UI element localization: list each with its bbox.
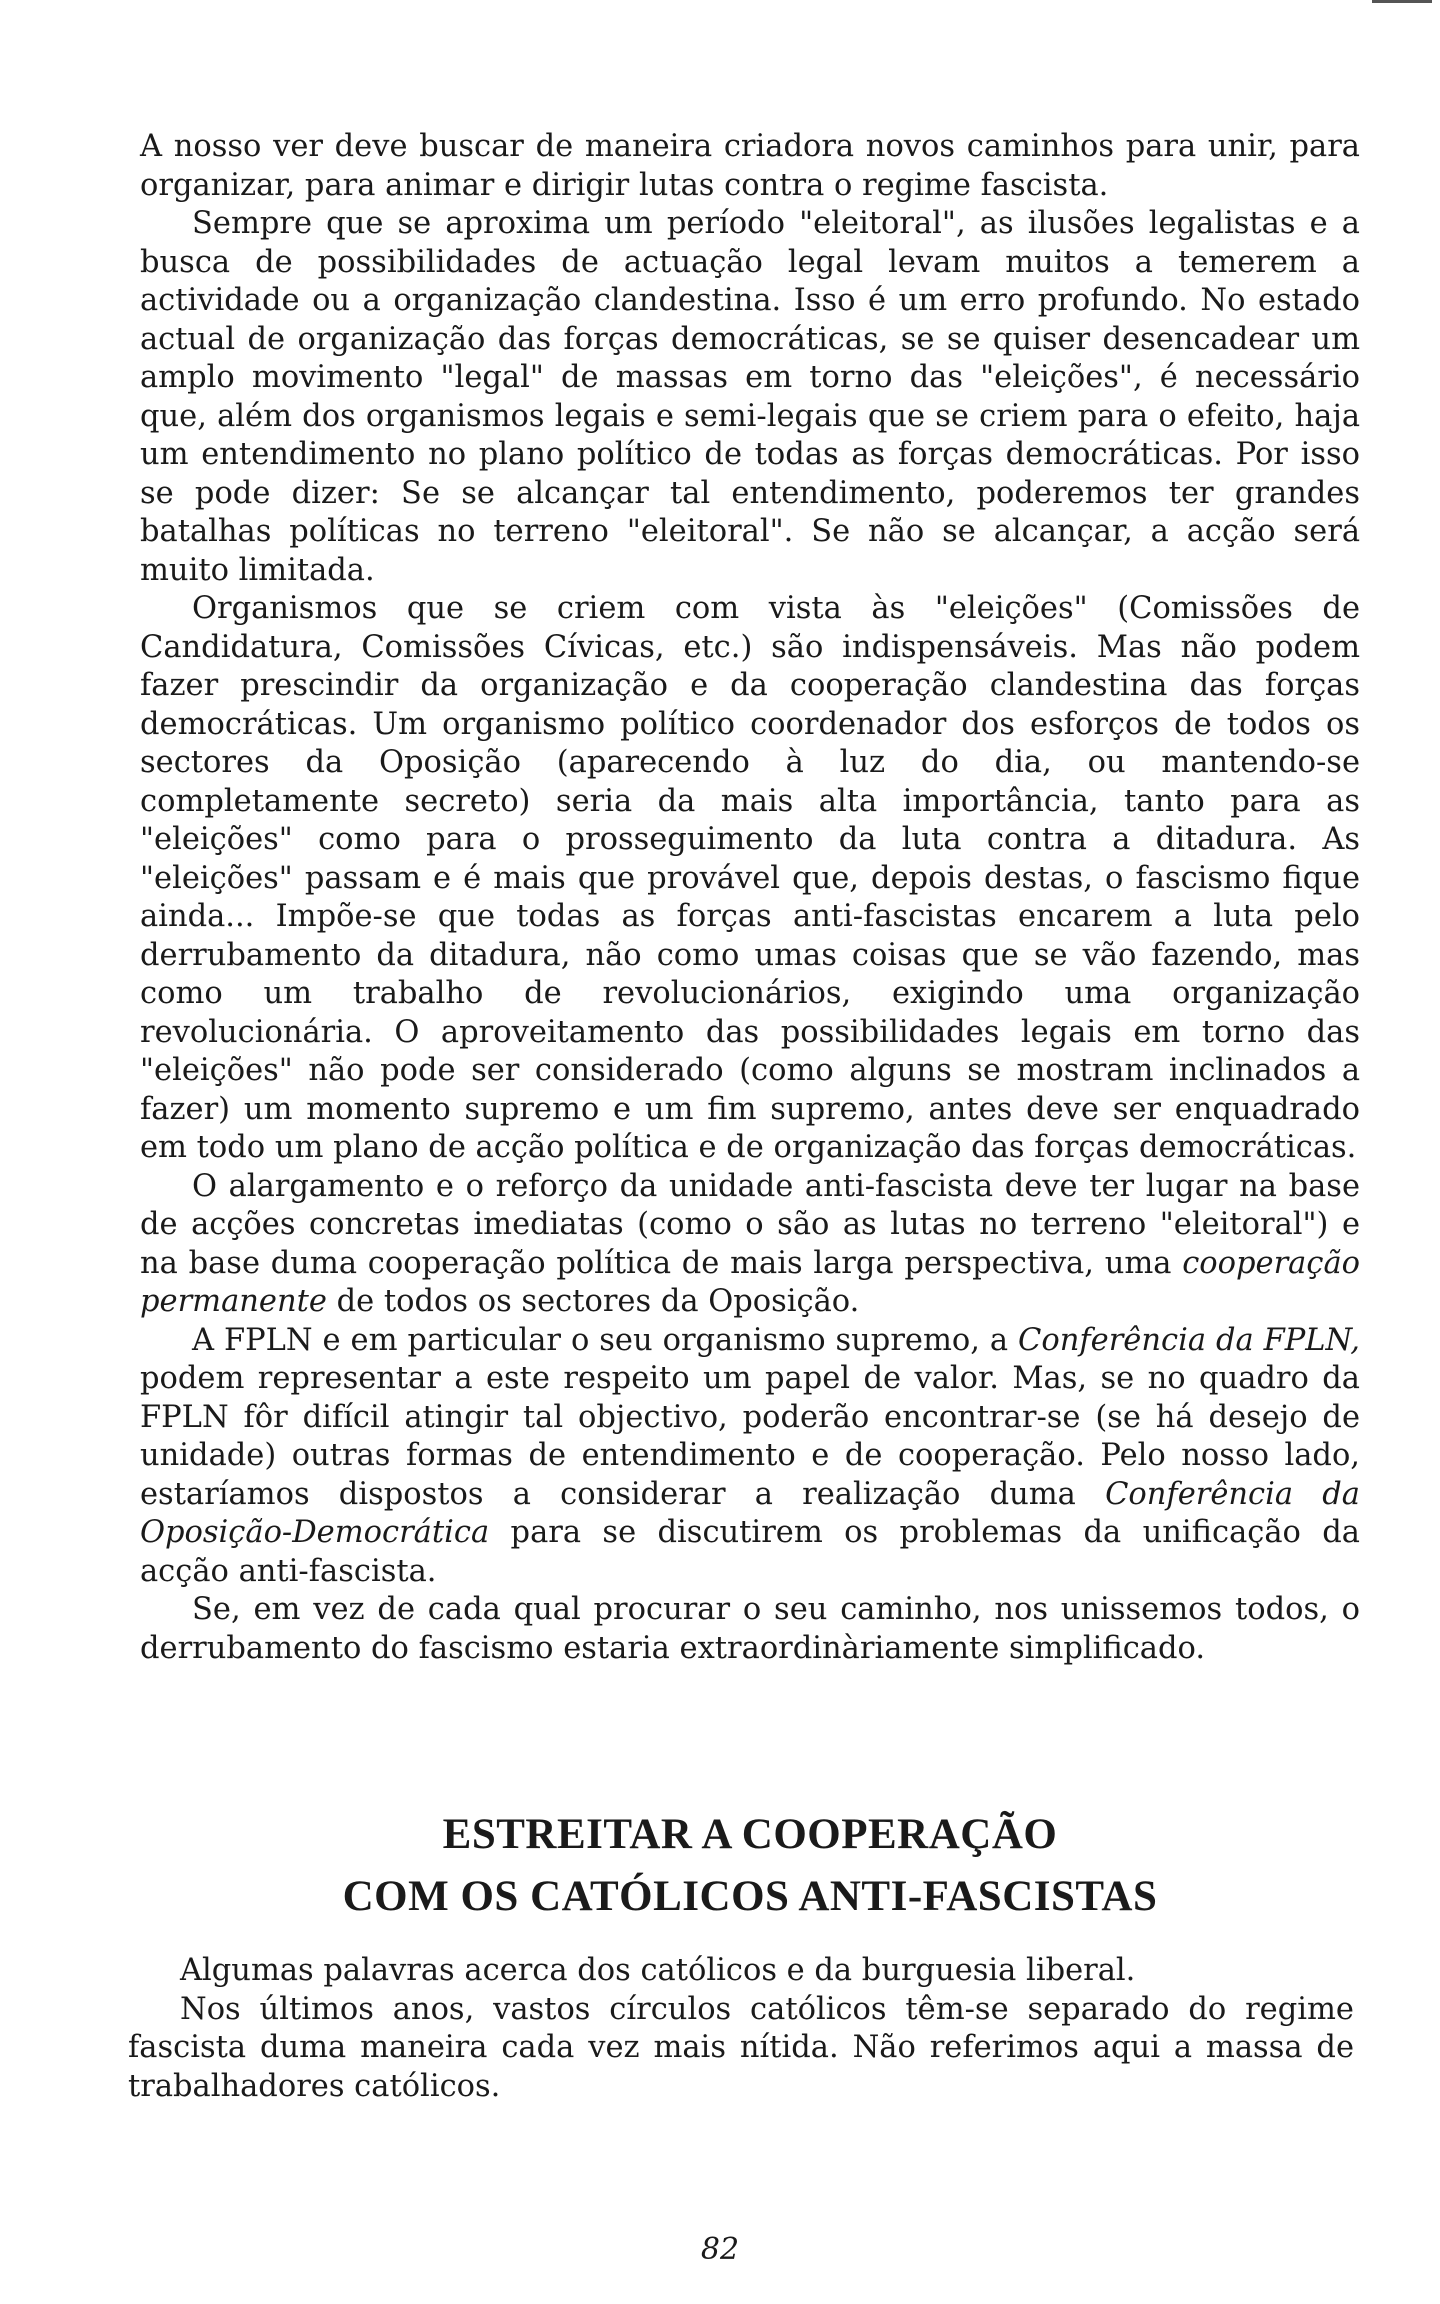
- paragraph-1: A nosso ver deve buscar de maneira criadora novos caminhos para unir, para organizar, para animar e dirigir lutas contra o regime fascista.: [140, 129, 1360, 203]
- paragraph-4: [140, 1168, 1360, 1322]
- section-heading: [140, 1804, 1360, 1928]
- section-2-paragraph-2: Nos últimos anos, vastos círculos católicos têm-se separado do regime fascista duma maneira cada vez mais nítida. Não referimos aqui a massa de trabalhadores católicos.: [128, 1991, 1354, 2104]
- paragraph-2: Sempre que se aproxima um período "eleitoral", as ilusões legalistas e a busca de possibilidades de actuação legal levam muitos a temerem a actividade ou a organização clandestina. Isso é um erro profundo. No estado actual de organização das forças democráticas, se se quiser desencadear um amplo movimento "legal" de massas em torno das "eleições", é necessário que, além dos organismos legais e semi-legais que se criem para o efeito, haja um entendimento no plano político de todas as forças democráticas. Por isso se pode dizer: Se se alcançar tal entendimento, poderemos ter grandes batalhas políticas no terreno "eleitoral". Se não se alcançar, a acção será muito limitada.: [140, 206, 1360, 588]
- paragraph-5: [140, 1322, 1360, 1592]
- section-2-paragraph-1: Algumas palavras acerca dos católicos e da burguesia liberal.: [180, 1953, 1136, 1988]
- paragraph-5-text-a: A FPLN e em particular o seu organismo supremo, a: [192, 1322, 1019, 1358]
- section-2-text-block: [128, 1952, 1354, 2106]
- main-text-block: [140, 128, 1360, 1668]
- paragraph-3: Organismos que se criem com vista às "eleições" (Comissões de Candidatura, Comissões Cívicas, etc.) são indispensáveis. Mas não podem fazer prescindir da organização e da cooperação clandestina das forças democráticas. Um organismo político coordenador dos esforços de todos os sectores da Oposição (aparecendo à luz do dia, ou mantendo-se completamente secreto) seria da mais alta importância, tanto para as "eleições" como para o prosseguimento da luta contra a ditadura. As "eleições" passam e é mais que provável que, depois destas, o fascismo fique ainda... Impõe-se que todas as forças anti-fascistas encarem a luta pelo derrubamento da ditadura, não como umas coisas que se vão fazendo, mas como um trabalho de revolucionários, exigindo uma organização revolucionária. O aproveitamento das possibilidades legais em torno das "eleições" não pode ser considerado (como alguns se mostram inclinados a fazer) um momento supremo e um fim supremo, antes deve ser enquadrado em todo um plano de acção política e de organização das forças democráticas.: [140, 591, 1360, 1165]
- scan-edge-mark: [1372, 0, 1432, 3]
- paragraph-4-italic: cooperação permanente: [140, 1245, 1360, 1319]
- paragraph-5-italic-1: Conferência da FPLN,: [1018, 1322, 1360, 1358]
- paragraph-5-italic-2: Conferência da Oposição-Democrática: [140, 1476, 1360, 1550]
- paragraph-5-text-c: para se discutirem os problemas da unificação da acção anti-fascista.: [140, 1515, 1360, 1589]
- section-heading-line-1: ESTREITAR A COOPERAÇÃO: [442, 1811, 1058, 1858]
- paragraph-5-text-b: podem representar a este respeito um papel de valor. Mas, se no quadro da FPLN fôr difícil atingir tal objectivo, poderão encontrar-se (se há desejo de unidade) outras formas de entendimento e de cooperação. Pelo nosso lado, estaríamos dispostos a considerar a realização duma: [140, 1361, 1360, 1512]
- paragraph-4-text-a: O alargamento e o reforço da unidade anti-fascista deve ter lugar na base de acções concretas imediatas (como o são as lutas no terreno "eleitoral") e na base duma cooperação política de mais larga perspectiva, uma: [140, 1168, 1360, 1281]
- section-heading-line-2: COM OS CATÓLICOS ANTI-FASCISTAS: [342, 1873, 1158, 1920]
- paragraph-6: Se, em vez de cada qual procurar o seu caminho, nos unissemos todos, o derrubamento do fascismo estaria extraordinàriamente simplificado.: [140, 1592, 1360, 1666]
- paragraph-4-text-b: de todos os sectores da Oposição.: [326, 1284, 860, 1319]
- page-number: 82: [700, 2232, 740, 2267]
